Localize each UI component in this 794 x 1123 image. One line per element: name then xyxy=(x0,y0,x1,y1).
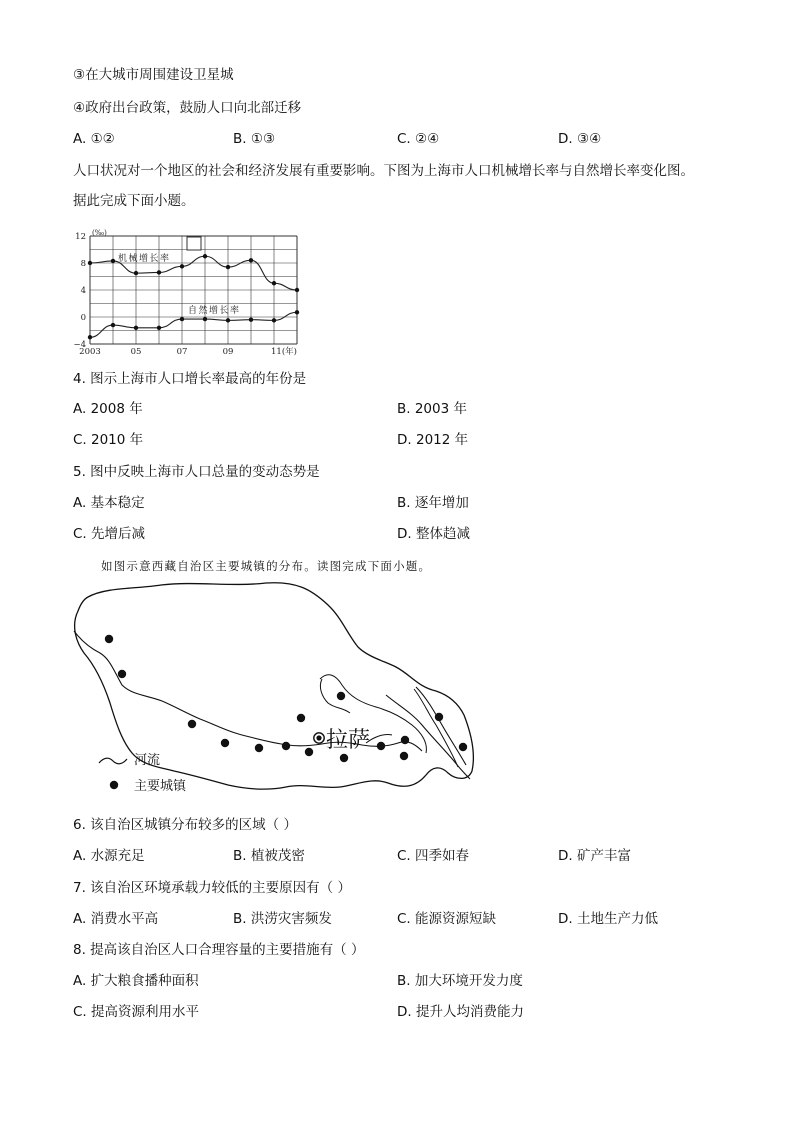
town-dot xyxy=(118,670,126,678)
q5-stem: 5. 图中反映上海市人口总量的变动态势是 xyxy=(73,464,320,480)
series-label-natural: 自然增长率 xyxy=(188,306,241,316)
town-dot xyxy=(255,744,263,752)
series-point-0 xyxy=(226,265,230,269)
statement-4: ④政府出台政策，鼓励人口向北部迁移 xyxy=(73,100,302,116)
y-tick-label: 12 xyxy=(75,232,86,242)
x-tick-label: 05 xyxy=(130,347,142,357)
series-point-0 xyxy=(272,281,276,285)
q6-option-a[interactable]: A. 水源充足 xyxy=(73,848,145,864)
legend-town-label: 主要城镇 xyxy=(134,779,187,794)
x-tick-label: 07 xyxy=(176,347,188,357)
series-line-1 xyxy=(90,312,297,337)
series-point-0 xyxy=(134,271,138,275)
town-dot xyxy=(401,736,409,744)
q8-option-c[interactable]: C. 提高资源利用水平 xyxy=(73,1004,200,1020)
prev-option-b: B. ①③ xyxy=(233,131,276,147)
q7-option-a[interactable]: A. 消费水平高 xyxy=(73,911,159,927)
q5-option-d[interactable]: D. 整体趋减 xyxy=(397,526,470,542)
q4-option-a[interactable]: A. 2008 年 xyxy=(73,401,143,417)
q8-option-d[interactable]: D. 提升人均消费能力 xyxy=(397,1004,524,1020)
series-label-mechanical: 机械增长率 xyxy=(118,254,171,264)
prev-option-c: C. ②④ xyxy=(397,131,440,147)
series-point-0 xyxy=(88,261,92,265)
prev-option-d: D. ③④ xyxy=(558,131,602,147)
q4-option-c[interactable]: C. 2010 年 xyxy=(73,432,144,448)
town-dot xyxy=(435,713,443,721)
prev-option-a: A. ①② xyxy=(73,131,115,147)
town-dot xyxy=(305,748,313,756)
q7-option-b[interactable]: B. 洪涝灾害频发 xyxy=(233,911,332,927)
intro-shanghai-line1: 人口状况对一个地区的社会和经济发展有重要影响。下图为上海市人口机械增长率与自然增长率变化图。 xyxy=(73,163,694,179)
series-point-0 xyxy=(157,270,161,274)
intro-tibet: 如图示意西藏自治区主要城镇的分布。读图完成下面小题。 xyxy=(101,559,432,573)
series-point-0 xyxy=(295,288,299,292)
q4-option-b[interactable]: B. 2003 年 xyxy=(397,401,467,417)
y-tick-label: 8 xyxy=(80,259,86,269)
legend-river-icon xyxy=(99,758,127,764)
series-point-0 xyxy=(180,264,184,268)
chart-grid xyxy=(90,236,297,344)
q6-option-c[interactable]: C. 四季如春 xyxy=(397,848,470,864)
q6-stem: 6. 该自治区城镇分布较多的区域（ ） xyxy=(73,817,297,833)
q7-stem: 7. 该自治区环境承载力较低的主要原因有（ ） xyxy=(73,880,351,896)
town-dot xyxy=(400,752,408,760)
q5-option-b[interactable]: B. 逐年增加 xyxy=(397,495,469,511)
series-point-1 xyxy=(295,310,299,314)
series-point-1 xyxy=(203,317,207,321)
q7-option-d[interactable]: D. 土地生产力低 xyxy=(558,911,658,927)
q4-option-d[interactable]: D. 2012 年 xyxy=(397,432,469,448)
series-point-0 xyxy=(111,259,115,263)
series-point-1 xyxy=(88,335,92,339)
q5-option-a[interactable]: A. 基本稳定 xyxy=(73,495,145,511)
chart-highlight-box xyxy=(187,237,201,250)
series-point-1 xyxy=(134,326,138,330)
town-dot xyxy=(105,635,113,643)
chart-unit-label: (‰) xyxy=(92,229,107,237)
q8-option-a[interactable]: A. 扩大粮食播种面积 xyxy=(73,973,199,989)
y-tick-label: −4 xyxy=(73,340,86,350)
q4-stem: 4. 图示上海市人口增长率最高的年份是 xyxy=(73,371,307,387)
population-growth-chart xyxy=(66,226,306,358)
series-point-1 xyxy=(157,326,161,330)
x-tick-label: 11(年) xyxy=(271,347,297,357)
lhasa-marker xyxy=(314,733,324,743)
q6-option-d[interactable]: D. 矿产丰富 xyxy=(558,848,631,864)
town-dot xyxy=(340,754,348,762)
tibet-map xyxy=(66,575,486,810)
q8-option-b[interactable]: B. 加大环境开发力度 xyxy=(397,973,523,989)
x-tick-label: 2003 xyxy=(79,347,101,357)
legend-river-label: 河流 xyxy=(134,753,161,768)
q6-option-b[interactable]: B. 植被茂密 xyxy=(233,848,305,864)
town-dot xyxy=(377,742,385,750)
town-dot xyxy=(459,743,467,751)
town-dot xyxy=(337,692,345,700)
series-point-1 xyxy=(272,318,276,322)
intro-shanghai-line2: 据此完成下面小题。 xyxy=(73,193,195,209)
q7-option-c[interactable]: C. 能源资源短缺 xyxy=(397,911,497,927)
q5-option-c[interactable]: C. 先增后减 xyxy=(73,526,146,542)
y-tick-label: 0 xyxy=(80,313,86,323)
series-point-1 xyxy=(111,323,115,327)
y-tick-label: 4 xyxy=(80,286,86,296)
town-dot xyxy=(188,720,196,728)
legend-town-icon xyxy=(110,781,118,789)
lhasa-label: 拉萨 xyxy=(326,728,371,753)
series-point-1 xyxy=(226,318,230,322)
x-tick-label: 09 xyxy=(222,347,234,357)
statement-3: ③在大城市周围建设卫星城 xyxy=(73,67,234,83)
series-point-0 xyxy=(249,258,253,262)
series-point-0 xyxy=(203,254,207,258)
q8-stem: 8. 提高该自治区人口合理容量的主要措施有（ ） xyxy=(73,942,365,958)
town-dot xyxy=(282,742,290,750)
town-dot xyxy=(297,714,305,722)
series-point-1 xyxy=(180,317,184,321)
series-point-1 xyxy=(249,318,253,322)
town-dot xyxy=(221,739,229,747)
